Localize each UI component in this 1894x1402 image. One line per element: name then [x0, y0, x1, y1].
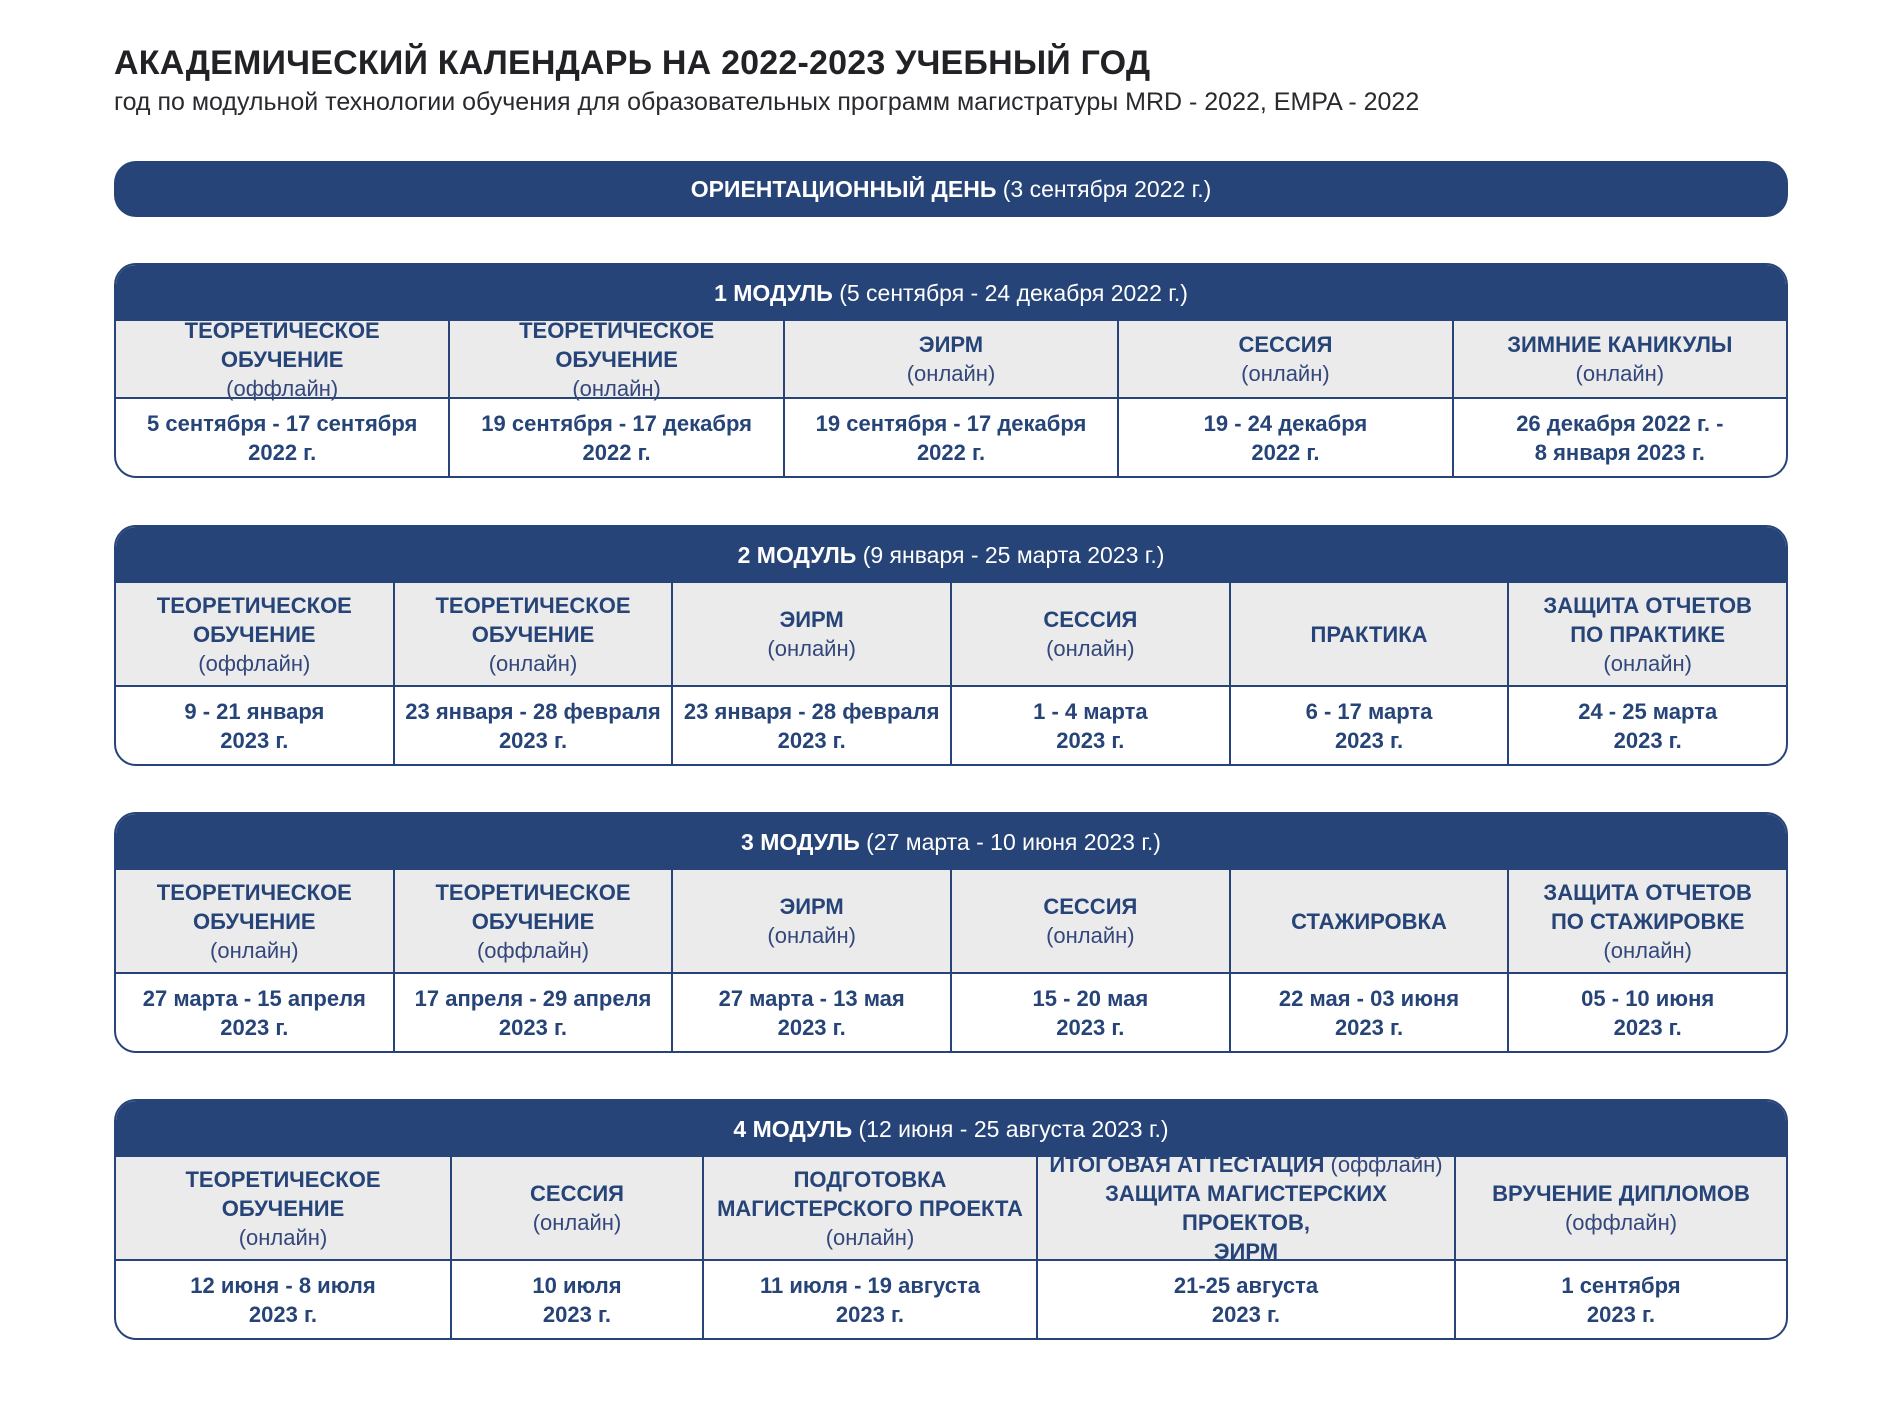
activity-mode: (оффлайн) [226, 375, 339, 401]
activity-name: СТАЖИРОВКА [1291, 908, 1447, 934]
page-title: АКАДЕМИЧЕСКИЙ КАЛЕНДАРЬ НА 2022-2023 УЧЕБНЫЙ ГОД [114, 44, 1151, 82]
module-4-date-row [116, 1261, 1786, 1338]
date-range: 1 - 4 марта 2023 г. [1033, 698, 1148, 753]
activity-cell [1117, 321, 1451, 397]
module-2 [114, 525, 1788, 766]
date-cell [1452, 399, 1786, 476]
date-range: 05 - 10 июня 2023 г. [1581, 985, 1715, 1040]
activity-mode: (онлайн) [488, 650, 578, 676]
activity-cell [450, 1157, 702, 1259]
activity-cell [1229, 583, 1508, 685]
activity-cell [116, 317, 448, 401]
module-1-date-row [116, 399, 1786, 476]
activity-name: ЭИРМ [779, 894, 844, 919]
activity-mode: (онлайн) [210, 937, 299, 963]
activity-mode: (онлайн) [532, 1210, 622, 1235]
date-range: 12 июня - 8 июля 2023 г. [190, 1272, 376, 1327]
activity-cell [116, 583, 393, 685]
date-range: 23 января - 28 февраля 2023 г. [405, 698, 661, 753]
activity-mode: (оффлайн) [198, 650, 311, 676]
activity-name: ЗАЩИТА ОТЧЕТОВ ПО ПРАКТИКЕ [1543, 592, 1752, 647]
activity-mode: (онлайн) [906, 361, 996, 386]
activity-cell [1452, 321, 1786, 397]
activity-name: ТЕОРЕТИЧЕСКОЕ ОБУЧЕНИЕ [435, 879, 631, 934]
activity-cell [671, 870, 950, 972]
module-3-header [116, 814, 1786, 870]
activity-mode: (оффлайн) [1564, 1210, 1678, 1235]
date-range: 15 - 20 мая 2023 г. [1032, 985, 1149, 1040]
module-dates: (9 января - 25 марта 2023 г.) [862, 541, 1165, 568]
activity-cell [702, 1157, 1036, 1259]
module-2-date-row [116, 687, 1786, 764]
activity-name: ТЕОРЕТИЧЕСКОЕ ОБУЧЕНИЕ [185, 1166, 381, 1221]
date-range: 19 сентября - 17 декабря 2022 г. [815, 410, 1087, 465]
activity-name-secondary: ЗАЩИТА МАГИСТЕРСКИХ ПРОЕКТОВ, ЭИРМ [1105, 1181, 1387, 1264]
module-label: 2 МОДУЛЬ [737, 541, 857, 568]
activity-mode: (онлайн) [238, 1224, 328, 1250]
date-cell [671, 974, 950, 1051]
activity-name: ТЕОРЕТИЧЕСКОЕ ОБУЧЕНИЕ [184, 317, 380, 372]
activity-cell [1507, 583, 1786, 685]
date-cell [1229, 974, 1508, 1051]
date-range: 6 - 17 марта 2023 г. [1305, 698, 1433, 753]
orientation-day-banner [114, 161, 1788, 217]
date-cell [702, 1261, 1036, 1338]
date-cell [1036, 1261, 1454, 1338]
activity-mode: (оффлайн) [1330, 1152, 1443, 1177]
date-cell [116, 399, 448, 476]
module-label: 1 МОДУЛЬ [714, 279, 833, 306]
date-range: 27 марта - 15 апреля 2023 г. [142, 985, 366, 1040]
date-range: 17 апреля - 29 апреля 2023 г. [414, 985, 652, 1040]
module-label: 4 МОДУЛЬ [733, 1115, 853, 1142]
module-dates: (27 марта - 10 июня 2023 г.) [866, 828, 1161, 855]
activity-cell [116, 870, 393, 972]
module-1 [114, 263, 1788, 478]
date-cell [783, 399, 1117, 476]
activity-name: ТЕОРЕТИЧЕСКОЕ ОБУЧЕНИЕ [156, 592, 352, 647]
module-4-activity-row [116, 1152, 1786, 1264]
activity-name: ЗАЩИТА ОТЧЕТОВ ПО СТАЖИРОВКЕ [1543, 879, 1752, 934]
activity-cell [783, 321, 1117, 397]
date-cell [1117, 399, 1451, 476]
date-range: 27 марта - 13 мая 2023 г. [718, 985, 905, 1040]
activity-mode: (онлайн) [1241, 361, 1330, 386]
activity-name: ИТОГОВАЯ АТТЕСТАЦИЯ [1049, 1152, 1325, 1177]
date-range: 22 мая - 03 июня 2023 г. [1278, 985, 1460, 1040]
date-cell [1454, 1261, 1786, 1338]
activity-cell [1507, 870, 1786, 972]
activity-mode: (онлайн) [1603, 650, 1692, 676]
activity-cell [1229, 870, 1508, 972]
date-cell [393, 687, 672, 764]
module-label: 3 МОДУЛЬ [741, 828, 860, 855]
module-2-header [116, 527, 1786, 583]
module-3-date-row [116, 974, 1786, 1051]
date-range: 21-25 августа 2023 г. [1173, 1272, 1319, 1327]
date-range: 11 июля - 19 августа 2023 г. [760, 1272, 980, 1327]
activity-name: ЗИМНИЕ КАНИКУЛЫ [1507, 332, 1733, 357]
activity-name: ЭИРМ [918, 332, 984, 357]
date-cell [950, 974, 1229, 1051]
activity-cell [1454, 1157, 1786, 1259]
module-4 [114, 1099, 1788, 1340]
activity-cell [1036, 1152, 1454, 1264]
date-cell [950, 687, 1229, 764]
date-range: 1 сентября 2023 г. [1561, 1272, 1681, 1327]
date-range: 23 января - 28 февраля 2023 г. [683, 698, 940, 753]
date-range: 19 - 24 декабря 2022 г. [1203, 410, 1368, 465]
activity-cell [448, 317, 782, 401]
activity-mode: (онлайн) [767, 636, 856, 661]
activity-name: ТЕОРЕТИЧЕСКОЕ ОБУЧЕНИЕ [435, 592, 631, 647]
activity-name: СЕССИЯ [1238, 332, 1333, 357]
page-subtitle: год по модульной технологии обучения для образовательных программ магистратуры MRD - 2022, EMPA - 2022 [114, 88, 1420, 116]
date-cell [1507, 687, 1786, 764]
activity-name: СЕССИЯ [1043, 894, 1138, 919]
module-3-activity-row [116, 870, 1786, 974]
activity-name: ВРУЧЕНИЕ ДИПЛОМОВ [1492, 1181, 1750, 1206]
activity-name: СЕССИЯ [530, 1181, 624, 1206]
activity-cell [950, 583, 1229, 685]
activity-cell [950, 870, 1229, 972]
date-range: 19 сентября - 17 декабря 2022 г. [481, 410, 752, 465]
date-cell [671, 687, 950, 764]
date-cell [116, 687, 393, 764]
activity-mode: (онлайн) [767, 923, 856, 948]
activity-cell [116, 1157, 450, 1259]
date-range: 5 сентября - 17 сентября 2022 г. [147, 410, 418, 465]
activity-cell [393, 870, 672, 972]
module-dates: (5 сентября - 24 декабря 2022 г.) [839, 279, 1188, 306]
module-3 [114, 812, 1788, 1053]
date-range: 26 декабря 2022 г. - 8 января 2023 г. [1516, 410, 1724, 465]
activity-name: ПРАКТИКА [1310, 621, 1428, 647]
activity-mode: (онлайн) [1603, 937, 1692, 963]
date-cell [450, 1261, 702, 1338]
activity-name: ПОДГОТОВКА МАГИСТЕРСКОГО ПРОЕКТА [717, 1166, 1023, 1221]
date-cell [1229, 687, 1508, 764]
activity-mode: (онлайн) [1575, 361, 1665, 386]
date-cell [116, 974, 393, 1051]
module-dates: (12 июня - 25 августа 2023 г.) [858, 1115, 1169, 1142]
date-cell [393, 974, 672, 1051]
date-range: 24 - 25 марта 2023 г. [1578, 698, 1718, 753]
activity-name: СЕССИЯ [1043, 607, 1138, 632]
module-1-activity-row [116, 317, 1786, 401]
activity-name: ЭИРМ [779, 607, 844, 632]
orientation-dates: (3 сентября 2022 г.) [1002, 175, 1212, 202]
module-2-activity-row [116, 583, 1786, 687]
activity-name: ТЕОРЕТИЧЕСКОЕ ОБУЧЕНИЕ [156, 879, 352, 934]
activity-mode: (онлайн) [825, 1224, 915, 1250]
module-4-header [116, 1101, 1786, 1157]
activity-mode: (онлайн) [1046, 923, 1135, 948]
date-cell [1507, 974, 1786, 1051]
activity-name: ТЕОРЕТИЧЕСКОЕ ОБУЧЕНИЕ [519, 317, 715, 372]
activity-mode: (онлайн) [1046, 636, 1135, 661]
date-range: 10 июля 2023 г. [532, 1272, 622, 1327]
activity-cell [671, 583, 950, 685]
date-range: 9 - 21 января 2023 г. [184, 698, 325, 753]
orientation-label: ОРИЕНТАЦИОННЫЙ ДЕНЬ [690, 175, 997, 202]
date-cell [448, 399, 782, 476]
activity-mode: (оффлайн) [476, 937, 590, 963]
activity-mode: (онлайн) [572, 375, 661, 401]
date-cell [116, 1261, 450, 1338]
module-1-header [116, 265, 1786, 321]
activity-cell [393, 583, 672, 685]
